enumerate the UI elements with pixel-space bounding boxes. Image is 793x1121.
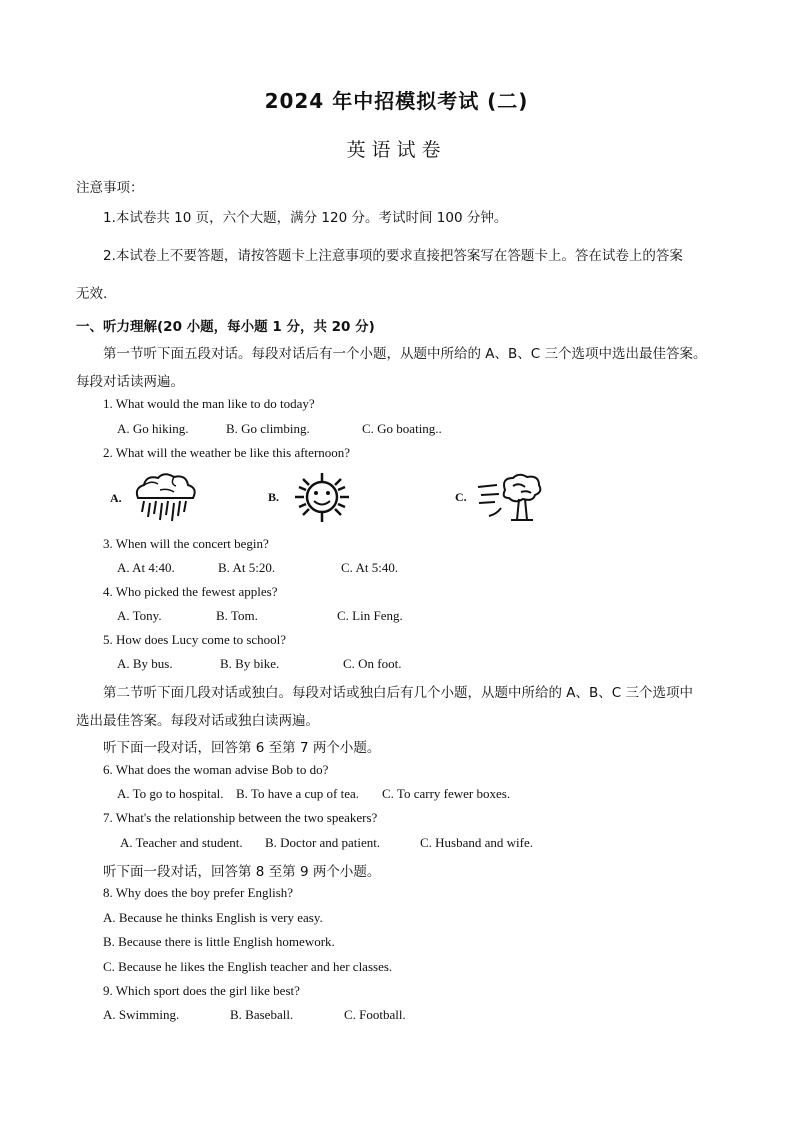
question-4-option-c: C. Lin Feng. [337,608,403,623]
question-7-option-b: B. Doctor and patient. [265,835,381,850]
question-1-option-a: A. Go hiking. [117,421,189,436]
question-6-option-c: C. To carry fewer boxes. [382,786,511,801]
question-1-option-b: B. Go climbing. [226,421,310,436]
part-1-instructions-line-1: 第一节听下面五段对话。每段对话后有一个小题，从题中所给的 A、B、C 三个选项中选出最佳答案。 [103,346,707,362]
question-4-stem: 4. Who picked the fewest apples? [103,584,278,599]
question-8-option-c: C. Because he likes the English teacher and her classes. [103,959,393,974]
question-9-option-c: C. Football. [344,1007,406,1022]
question-5-option-b: B. By bike. [220,656,280,671]
question-2-stem: 2. What will the weather be like this afternoon? [103,445,351,460]
question-6-stem: 6. What does the woman advise Bob to do? [103,762,329,777]
question-3-option-a: A. At 4:40. [117,560,175,575]
notice-heading: 注意事项： [76,180,144,196]
notice-item-2-line-1: 2.本试卷上不要答题，请按答题卡上注意事项的要求直接把答案写在答题卡上。答在试卷上的答案 [103,248,683,264]
question-7-option-c: C. Husband and wife. [420,835,534,850]
exam-title: 2024 年中招模拟考试 (二) [264,89,529,113]
question-4-option-a: A. Tony. [117,608,162,623]
question-9-option-b: B. Baseball. [230,1007,294,1022]
question-2-option-c-label: C. [455,490,467,504]
question-8-option-a: A. Because he thinks English is very easy. [103,910,323,925]
part-2-instructions-line-2: 选出最佳答案。每段对话或独白读两遍。 [76,713,319,729]
question-2-option-b-label: B. [268,490,280,504]
notice-item-1: 1.本试卷共 10 页，六个大题，满分 120 分。考试时间 100 分钟。 [103,210,508,226]
question-7-option-a: A. Teacher and student. [120,835,243,850]
question-8-option-b: B. Because there is little English homework. [103,934,335,949]
question-2-option-a-label: A. [110,491,122,505]
question-1-stem: 1. What would the man like to do today? [103,396,315,411]
sun-icon [287,470,357,525]
question-6-option-a: A. To go to hospital. [117,786,224,801]
notice-item-2-line-2: 无效. [76,286,108,302]
rain-cloud-icon [130,470,200,525]
part-1-instructions-line-2: 每段对话读两遍。 [76,374,184,390]
section-1-heading: 一、听力理解(20 小题，每小题 1 分，共 20 分) [76,319,375,335]
question-3-option-b: B. At 5:20. [218,560,276,575]
question-3-option-c: C. At 5:40. [341,560,399,575]
dialog-2-intro: 听下面一段对话，回答第 8 至第 9 两个小题。 [103,864,381,880]
question-8-stem: 8. Why does the boy prefer English? [103,885,294,900]
question-5-option-c: C. On foot. [343,656,402,671]
part-2-instructions-line-1: 第二节听下面几段对话或独白。每段对话或独白后有几个小题，从题中所给的 A、B、C 三个选项中 [103,685,694,701]
question-7-stem: 7. What's the relationship between the two speakers? [103,810,378,825]
question-5-option-a: A. By bus. [117,656,173,671]
question-4-option-b: B. Tom. [216,608,258,623]
wind-tree-icon [475,470,550,525]
question-9-stem: 9. Which sport does the girl like best? [103,983,300,998]
exam-subtitle: 英语试卷 [346,139,447,161]
question-1-option-c: C. Go boating.. [362,421,442,436]
question-6-option-b: B. To have a cup of tea. [236,786,360,801]
question-3-stem: 3. When will the concert begin? [103,536,269,551]
question-5-stem: 5. How does Lucy come to school? [103,632,287,647]
dialog-1-intro: 听下面一段对话，回答第 6 至第 7 两个小题。 [103,740,381,756]
question-9-option-a: A. Swimming. [103,1007,180,1022]
